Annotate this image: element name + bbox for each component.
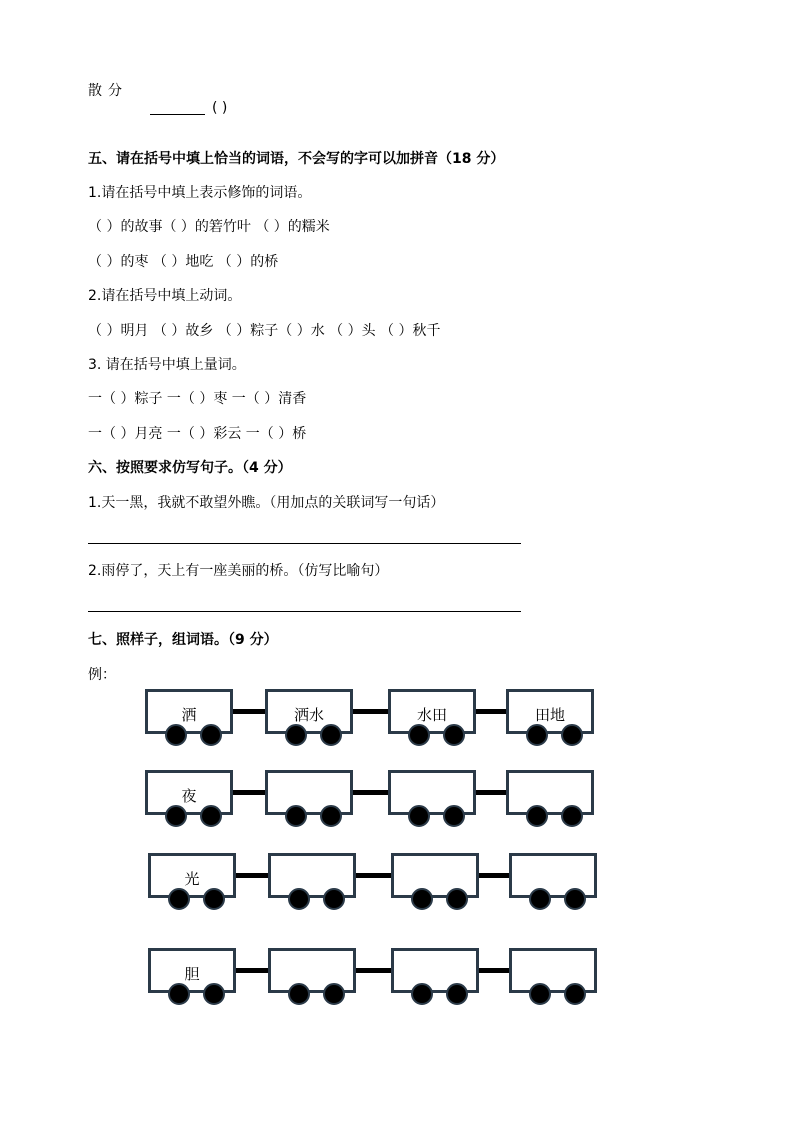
train-coupler: [356, 873, 391, 878]
wheel-icon: [564, 983, 586, 1005]
section5-q2-line1: （ ）明月 （ ）故乡 （ ）粽子（ ）水 （ ）头 （ ）秋千: [88, 323, 441, 339]
train-coupler: [479, 968, 509, 973]
example-label: 例：: [88, 667, 116, 683]
train-car: [145, 689, 233, 734]
wheel-icon: [411, 888, 433, 910]
train-car-label: 夜: [181, 787, 197, 805]
train-car[interactable]: [268, 853, 356, 898]
train-coupler: [476, 790, 506, 795]
train-coupler: [236, 968, 268, 973]
train-coupler: [236, 873, 268, 878]
section5-q1-title: 1.请在括号中填上表示修饰的词语。: [88, 185, 312, 201]
wheel-icon: [285, 724, 307, 746]
train-car-label: 洒水: [293, 706, 324, 724]
wheel-icon: [285, 805, 307, 827]
train-car-label: 洒: [181, 706, 197, 724]
wheel-icon: [323, 983, 345, 1005]
wheel-icon: [168, 888, 190, 910]
section5-q2-title: 2.请在括号中填上动词。: [88, 288, 242, 304]
wheel-icon: [288, 983, 310, 1005]
train-car[interactable]: [265, 770, 353, 815]
wheel-icon: [526, 724, 548, 746]
section5-q1-line1: （ ）的故事（ ）的箬竹叶 （ ）的糯米: [88, 219, 330, 235]
train-coupler: [353, 709, 388, 714]
section6-q1: 1.天一黑，我就不敢望外瞧。（用加点的关联词写一句话）: [88, 495, 445, 511]
wheel-icon: [564, 888, 586, 910]
train-car[interactable]: [391, 853, 479, 898]
train-car: [145, 770, 233, 815]
train-car[interactable]: [268, 948, 356, 993]
train-coupler: [479, 873, 509, 878]
wheel-icon: [561, 805, 583, 827]
train-coupler: [233, 790, 265, 795]
train-car[interactable]: [509, 948, 597, 993]
score-label: 散分: [88, 83, 128, 99]
wheel-icon: [526, 805, 548, 827]
wheel-icon: [323, 888, 345, 910]
train-car: [148, 853, 236, 898]
train-car[interactable]: [509, 853, 597, 898]
wheel-icon: [408, 724, 430, 746]
wheel-icon: [529, 888, 551, 910]
wheel-icon: [443, 805, 465, 827]
wheel-icon: [446, 888, 468, 910]
train-car[interactable]: [506, 770, 594, 815]
train-car-label: 光: [184, 870, 200, 888]
section6-q2: 2.雨停了，天上有一座美丽的桥。（仿写比喻句）: [88, 563, 389, 579]
wheel-icon: [443, 724, 465, 746]
wheel-icon: [320, 805, 342, 827]
train-coupler: [476, 709, 506, 714]
wheel-icon: [203, 983, 225, 1005]
wheel-icon: [408, 805, 430, 827]
train-car[interactable]: [388, 770, 476, 815]
train-coupler: [353, 790, 388, 795]
train-car: [265, 689, 353, 734]
wheel-icon: [561, 724, 583, 746]
wheel-icon: [165, 724, 187, 746]
section5-q3-line2: 一（ ）月亮 一（ ）彩云 一（ ）桥: [88, 426, 307, 442]
train-coupler: [233, 709, 265, 714]
wheel-icon: [168, 983, 190, 1005]
section5-q1-line2: （ ）的枣 （ ）地吃 （ ）的桥: [88, 254, 279, 270]
section7-heading: 七、照样子，组词语。（9 分）: [88, 632, 278, 648]
train-car-label: 田地: [534, 706, 565, 724]
wheel-icon: [165, 805, 187, 827]
train-car-label: 水田: [416, 706, 447, 724]
wheel-icon: [203, 888, 225, 910]
section5-q3-title: 3. 请在括号中填上量词。: [88, 357, 246, 373]
wheel-icon: [411, 983, 433, 1005]
wheel-icon: [529, 983, 551, 1005]
wheel-icon: [320, 724, 342, 746]
wheel-icon: [200, 805, 222, 827]
wheel-icon: [446, 983, 468, 1005]
train-car[interactable]: [391, 948, 479, 993]
section5-q3-line1: 一（ ）粽子 一（ ）枣 一（ ）清香: [88, 391, 307, 407]
train-coupler: [356, 968, 391, 973]
train-car: [506, 689, 594, 734]
section5-heading: 五、请在括号中填上恰当的词语，不会写的字可以加拼音（18 分）: [88, 151, 505, 167]
train-car: [148, 948, 236, 993]
train-car-label: 胆: [184, 965, 200, 983]
section6-heading: 六、按照要求仿写句子。（4 分）: [88, 460, 292, 476]
train-car: [388, 689, 476, 734]
score-paren: ( ): [212, 100, 228, 116]
wheel-icon: [200, 724, 222, 746]
wheel-icon: [288, 888, 310, 910]
